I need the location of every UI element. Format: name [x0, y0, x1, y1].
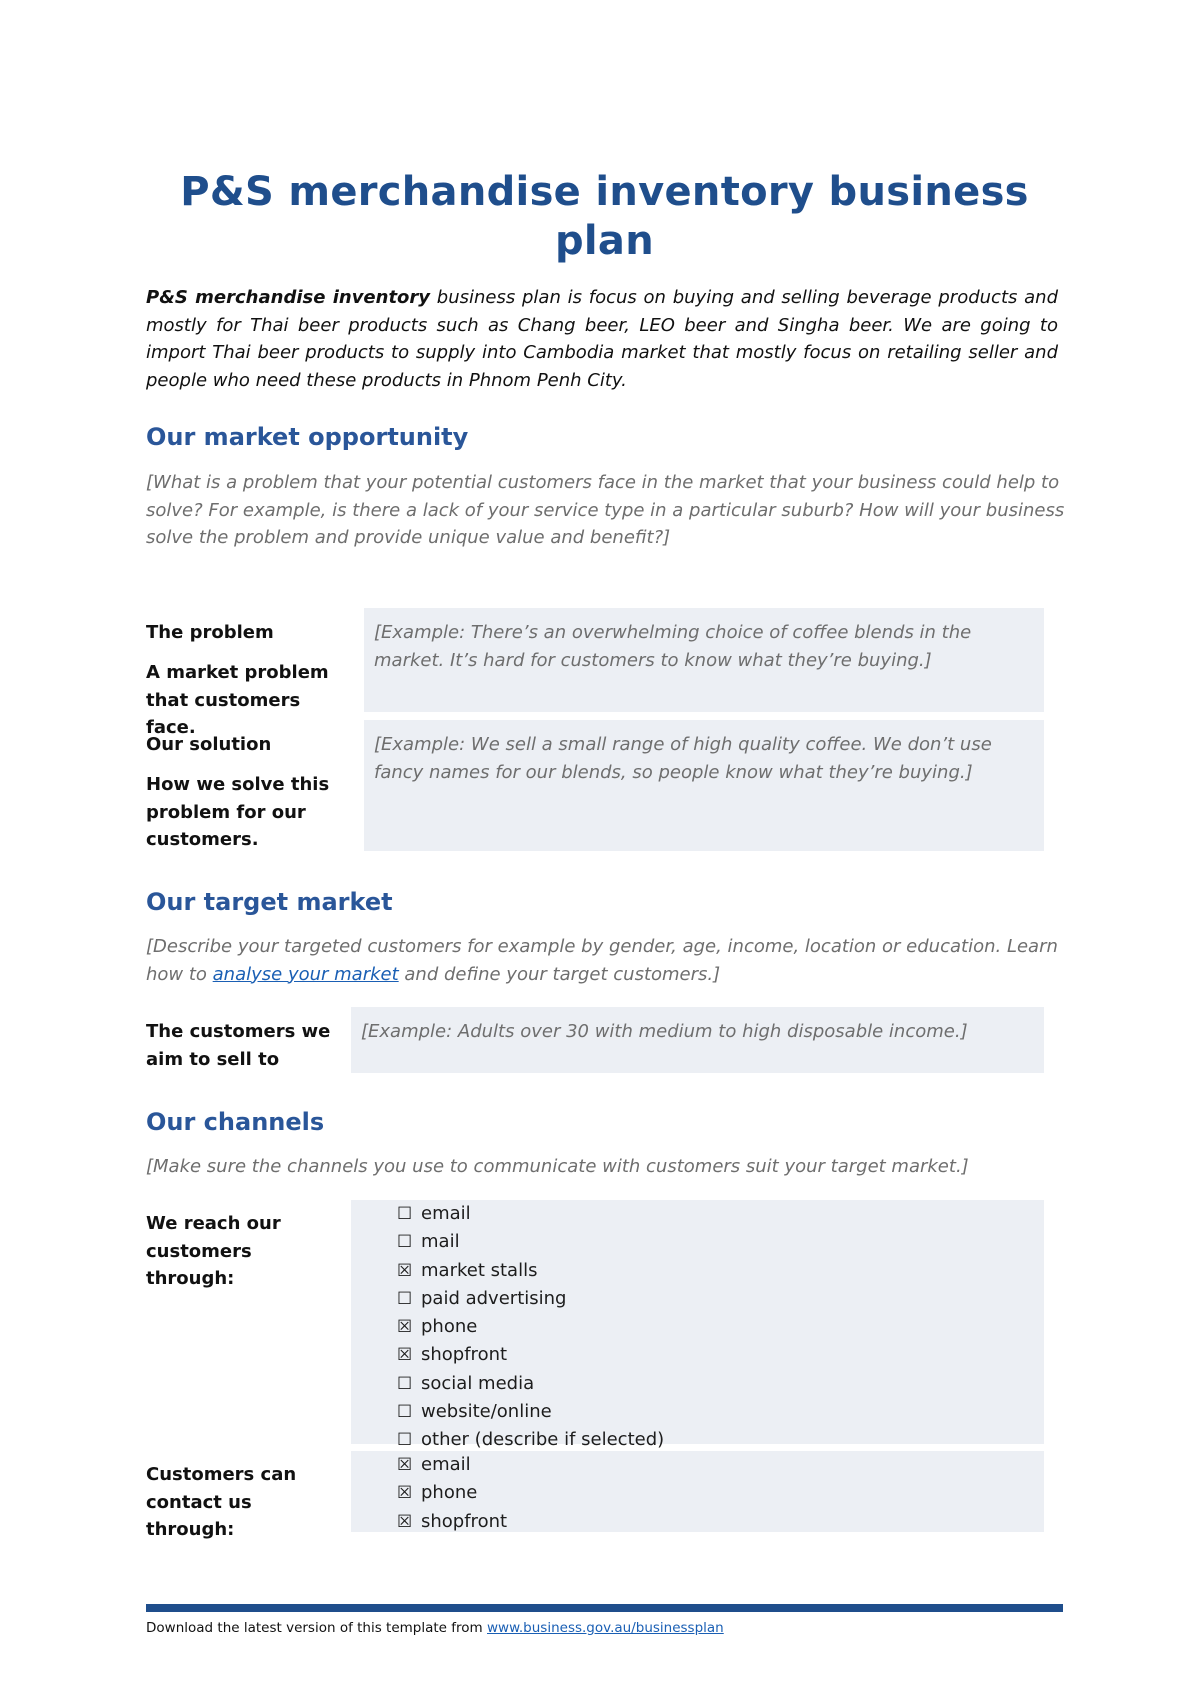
- market-opportunity-guidance: [What is a problem that your potential customers face in the market that your business could help to solve? For example, is there a lack of your service type in a particular suburb? How will your business solve the problem and provide unique value and benefit?]: [146, 472, 1065, 548]
- unchecked-checkbox-icon[interactable]: ☐: [397, 1430, 413, 1451]
- reach-item[interactable]: [397, 1200, 664, 1228]
- unchecked-checkbox-icon[interactable]: ☐: [397, 1373, 413, 1394]
- footer-rule: [146, 1604, 1063, 1612]
- target-guide-text-2: and define your target customers.]: [398, 963, 721, 985]
- reach-item-label: mail: [421, 1231, 460, 1253]
- reach-item[interactable]: [397, 1398, 664, 1426]
- reach-item-label: paid advertising: [421, 1287, 567, 1309]
- document-title: P&S merchandise inventory business plan: [180, 169, 1029, 264]
- contact-checklist: [397, 1451, 507, 1536]
- problem-field[interactable]: [364, 608, 1044, 712]
- customers-example-text: [Example: Adults over 30 with medium to high disposable income.]: [361, 1021, 968, 1042]
- reach-item[interactable]: [397, 1313, 664, 1341]
- reach-channels-box: [351, 1200, 1044, 1451]
- customers-label: The customers we aim to sell to: [146, 1021, 331, 1070]
- checked-checkbox-icon[interactable]: ☒: [397, 1511, 413, 1532]
- target-market-guidance: [146, 933, 1066, 988]
- reach-item[interactable]: [397, 1257, 664, 1285]
- checked-checkbox-icon[interactable]: ☒: [397, 1455, 413, 1475]
- reach-item[interactable]: [397, 1341, 664, 1369]
- intro-bold-name: P&S merchandise inventory: [146, 287, 431, 308]
- checked-checkbox-icon[interactable]: ☒: [397, 1317, 413, 1338]
- reach-item[interactable]: [397, 1285, 664, 1313]
- unchecked-checkbox-icon[interactable]: ☐: [397, 1402, 413, 1423]
- footer: [146, 1620, 724, 1636]
- contact-item-label: phone: [421, 1482, 478, 1504]
- contact-label: Customers can contact us through:: [146, 1464, 297, 1540]
- reach-checklist: [397, 1200, 664, 1455]
- reach-item[interactable]: [397, 1370, 664, 1398]
- contact-channels-box: [351, 1451, 1044, 1532]
- unchecked-checkbox-icon[interactable]: ☐: [397, 1204, 413, 1224]
- contact-item[interactable]: [397, 1479, 507, 1507]
- target-guide-text-1: [Describe your targeted customers for example by gender, age, income, location or education. Learn how to: [146, 936, 1058, 985]
- checked-checkbox-icon[interactable]: ☒: [397, 1483, 413, 1504]
- customers-field[interactable]: [351, 1007, 1044, 1073]
- checked-checkbox-icon[interactable]: ☒: [397, 1260, 413, 1281]
- unchecked-checkbox-icon[interactable]: ☐: [397, 1232, 413, 1253]
- solution-example-text: [Example: We sell a small range of high quality coffee. We don’t use fancy names for our blends, so people know what they’re buying.]: [374, 734, 992, 783]
- intro-paragraph: [146, 284, 1058, 394]
- problem-example-text: [Example: There’s an overwhelming choice of coffee blends in the market. It’s hard for customers to know what they’re buying.]: [374, 622, 972, 671]
- reach-label: We reach our customers through:: [146, 1213, 281, 1289]
- solution-label: Our solution: [146, 734, 272, 755]
- reach-item-label: market stalls: [421, 1259, 538, 1281]
- reach-item-label: social media: [421, 1372, 535, 1394]
- channels-guidance: [Make sure the channels you use to communicate with customers suit your target market.]: [146, 1156, 969, 1177]
- reach-item-label: website/online: [421, 1401, 552, 1423]
- solution-field[interactable]: [364, 720, 1044, 851]
- footer-link[interactable]: www.business.gov.au/businessplan: [487, 1620, 724, 1636]
- reach-item[interactable]: [397, 1228, 664, 1256]
- reach-item-label: phone: [421, 1316, 478, 1338]
- heading-target-market: Our target market: [146, 888, 393, 916]
- unchecked-checkbox-icon[interactable]: ☐: [397, 1288, 413, 1309]
- problem-sublabel: A market problem that customers face.: [146, 662, 329, 738]
- heading-market-opportunity: Our market opportunity: [146, 423, 469, 451]
- intro-text: business plan is focus on buying and selling beverage products and mostly for Thai beer products such as Chang beer, LEO beer and Singha beer. We are going to import Thai beer products to supply into Cambodia market that mostly focus on retailing seller and people who need these products in Phnom Penh City.: [146, 287, 1058, 391]
- checked-checkbox-icon[interactable]: ☒: [397, 1345, 413, 1366]
- contact-item-label: email: [421, 1454, 471, 1475]
- solution-sublabel: How we solve this problem for our customers.: [146, 774, 330, 850]
- problem-label: The problem: [146, 622, 274, 643]
- reach-item-label: email: [421, 1203, 471, 1224]
- analyse-market-link[interactable]: analyse your market: [212, 963, 399, 985]
- contact-item[interactable]: [397, 1508, 507, 1536]
- reach-item-label: other (describe if selected): [421, 1429, 665, 1451]
- contact-item-label: shopfront: [421, 1510, 508, 1532]
- footer-text: Download the latest version of this template from: [146, 1620, 487, 1636]
- contact-item[interactable]: [397, 1451, 507, 1479]
- heading-channels: Our channels: [146, 1108, 325, 1136]
- reach-item-label: shopfront: [421, 1344, 508, 1366]
